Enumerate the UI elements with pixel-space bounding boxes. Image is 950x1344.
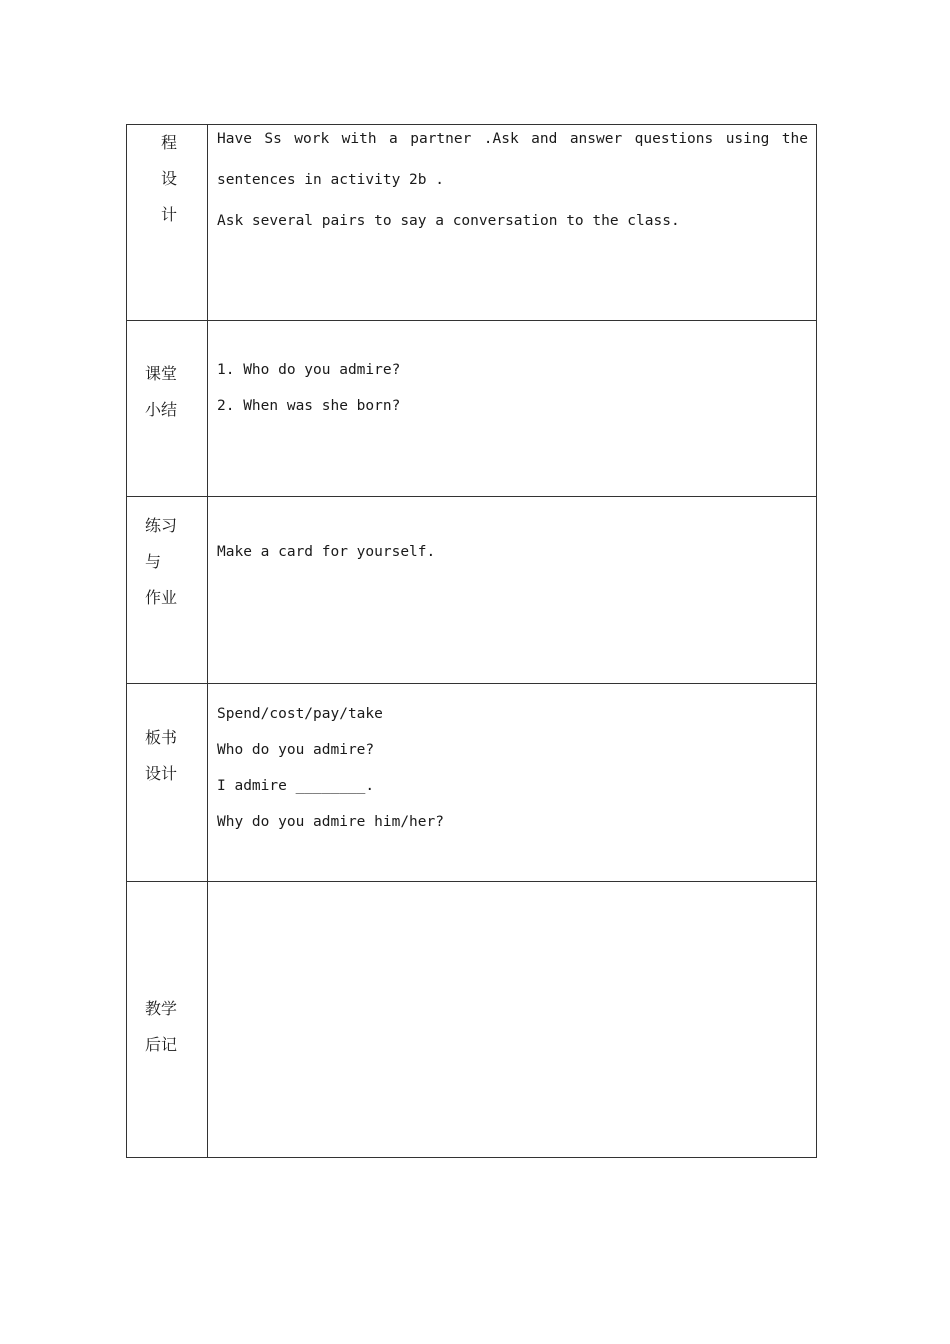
row-content-cell xyxy=(208,497,817,684)
row-label-cell xyxy=(127,497,208,684)
content-line: 1. Who do you admire? xyxy=(217,362,401,378)
row-label-cell xyxy=(127,321,208,497)
row-label-line: 计 xyxy=(161,205,178,224)
row-label-line: 课堂 xyxy=(145,364,178,383)
table-row-board-design xyxy=(127,684,817,882)
content-line: Make a card for yourself. xyxy=(217,544,436,560)
content-line: 2. When was she born? xyxy=(217,398,401,414)
content-line: sentences in activity 2b . xyxy=(217,172,444,188)
row-content-cell xyxy=(208,684,817,882)
row-content-cell-empty xyxy=(208,882,817,1158)
row-label-line: 设计 xyxy=(145,764,178,783)
content-line: Ask several pairs to say a conversation to the class. xyxy=(217,213,680,229)
content-line: Have Ss work with a partner .Ask and answer questions using the xyxy=(217,131,808,147)
row-content-cell xyxy=(208,125,817,321)
table-row-exercises-homework xyxy=(127,497,817,684)
content-line: Why do you admire him/her? xyxy=(217,814,444,830)
row-label-cell xyxy=(127,882,208,1158)
content-line: Who do you admire? xyxy=(217,742,375,758)
row-label-line: 教学 xyxy=(145,999,178,1018)
row-label-cell xyxy=(127,125,208,321)
row-content-cell xyxy=(208,321,817,497)
row-label-line: 板书 xyxy=(145,728,178,747)
row-label-line: 设 xyxy=(161,169,178,188)
content-line: I admire ________. xyxy=(217,778,375,794)
table-row-class-summary xyxy=(127,321,817,497)
row-label-line: 后记 xyxy=(145,1035,178,1054)
row-label-line: 作业 xyxy=(145,588,178,607)
content-line: Spend/cost/pay/take xyxy=(217,706,383,722)
row-label-cell xyxy=(127,684,208,882)
row-label-line: 与 xyxy=(145,552,162,571)
table-row-teaching-reflection xyxy=(127,882,817,1158)
row-label-line: 练习 xyxy=(145,516,178,535)
row-label-line: 程 xyxy=(161,133,178,152)
lesson-plan-table xyxy=(126,124,817,1158)
row-label-line: 小结 xyxy=(145,400,178,419)
table-row-process-design xyxy=(127,125,817,321)
